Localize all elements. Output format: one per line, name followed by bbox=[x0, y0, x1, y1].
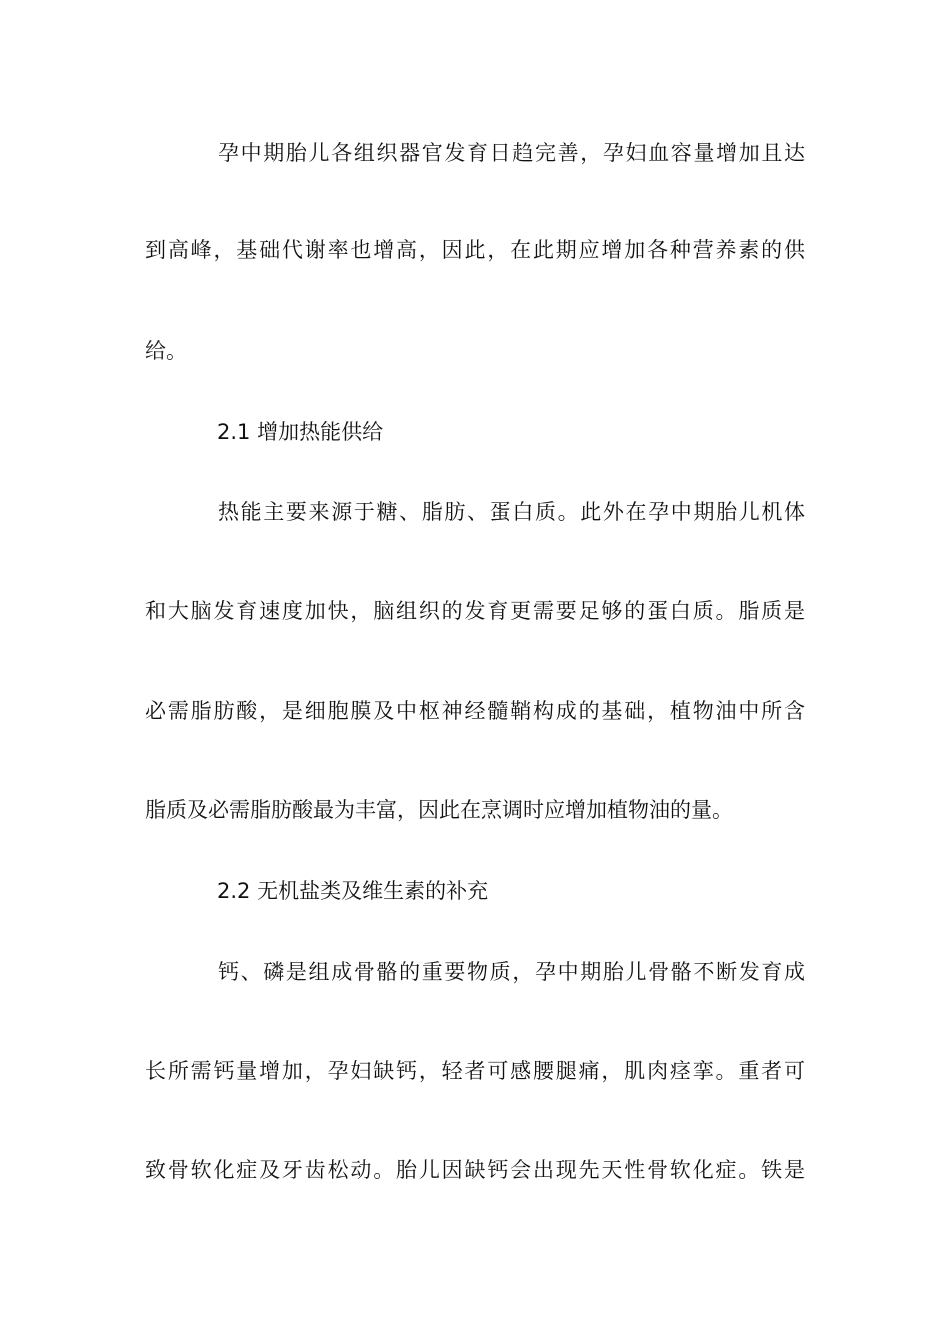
paragraph-2-line-1: 热能主要来源于糖、脂肪、蛋白质。此外在孕中期胎儿机体 bbox=[218, 500, 805, 524]
paragraph-1-line-2: 到高峰，基础代谢率也增高，因此，在此期应增加各种营养素的供 bbox=[145, 238, 805, 262]
paragraph-1-line-3: 给。 bbox=[145, 339, 187, 363]
paragraph-1-line-1: 孕中期胎儿各组织器官发育日趋完善，孕妇血容量增加且达 bbox=[218, 141, 805, 165]
paragraph-2-line-3: 必需脂肪酸，是细胞膜及中枢神经髓鞘构成的基础，植物油中所含 bbox=[145, 699, 805, 723]
paragraph-3-line-1: 钙、磷是组成骨骼的重要物质，孕中期胎儿骨骼不断发育成 bbox=[218, 960, 805, 984]
section-heading-2-1: 2.1 增加热能供给 bbox=[217, 420, 384, 444]
paragraph-3-line-2: 长所需钙量增加，孕妇缺钙，轻者可感腰腿痛，肌肉痉挛。重者可 bbox=[145, 1059, 805, 1083]
paragraph-3-line-3: 致骨软化症及牙齿松动。胎儿因缺钙会出现先天性骨软化症。铁是 bbox=[145, 1158, 805, 1182]
paragraph-2-line-4: 脂质及必需脂肪酸最为丰富，因此在烹调时应增加植物油的量。 bbox=[145, 798, 733, 822]
paragraph-2-line-2: 和大脑发育速度加快，脑组织的发育更需要足够的蛋白质。脂质是 bbox=[145, 599, 805, 623]
section-heading-2-2: 2.2 无机盐类及维生素的补充 bbox=[217, 879, 489, 903]
